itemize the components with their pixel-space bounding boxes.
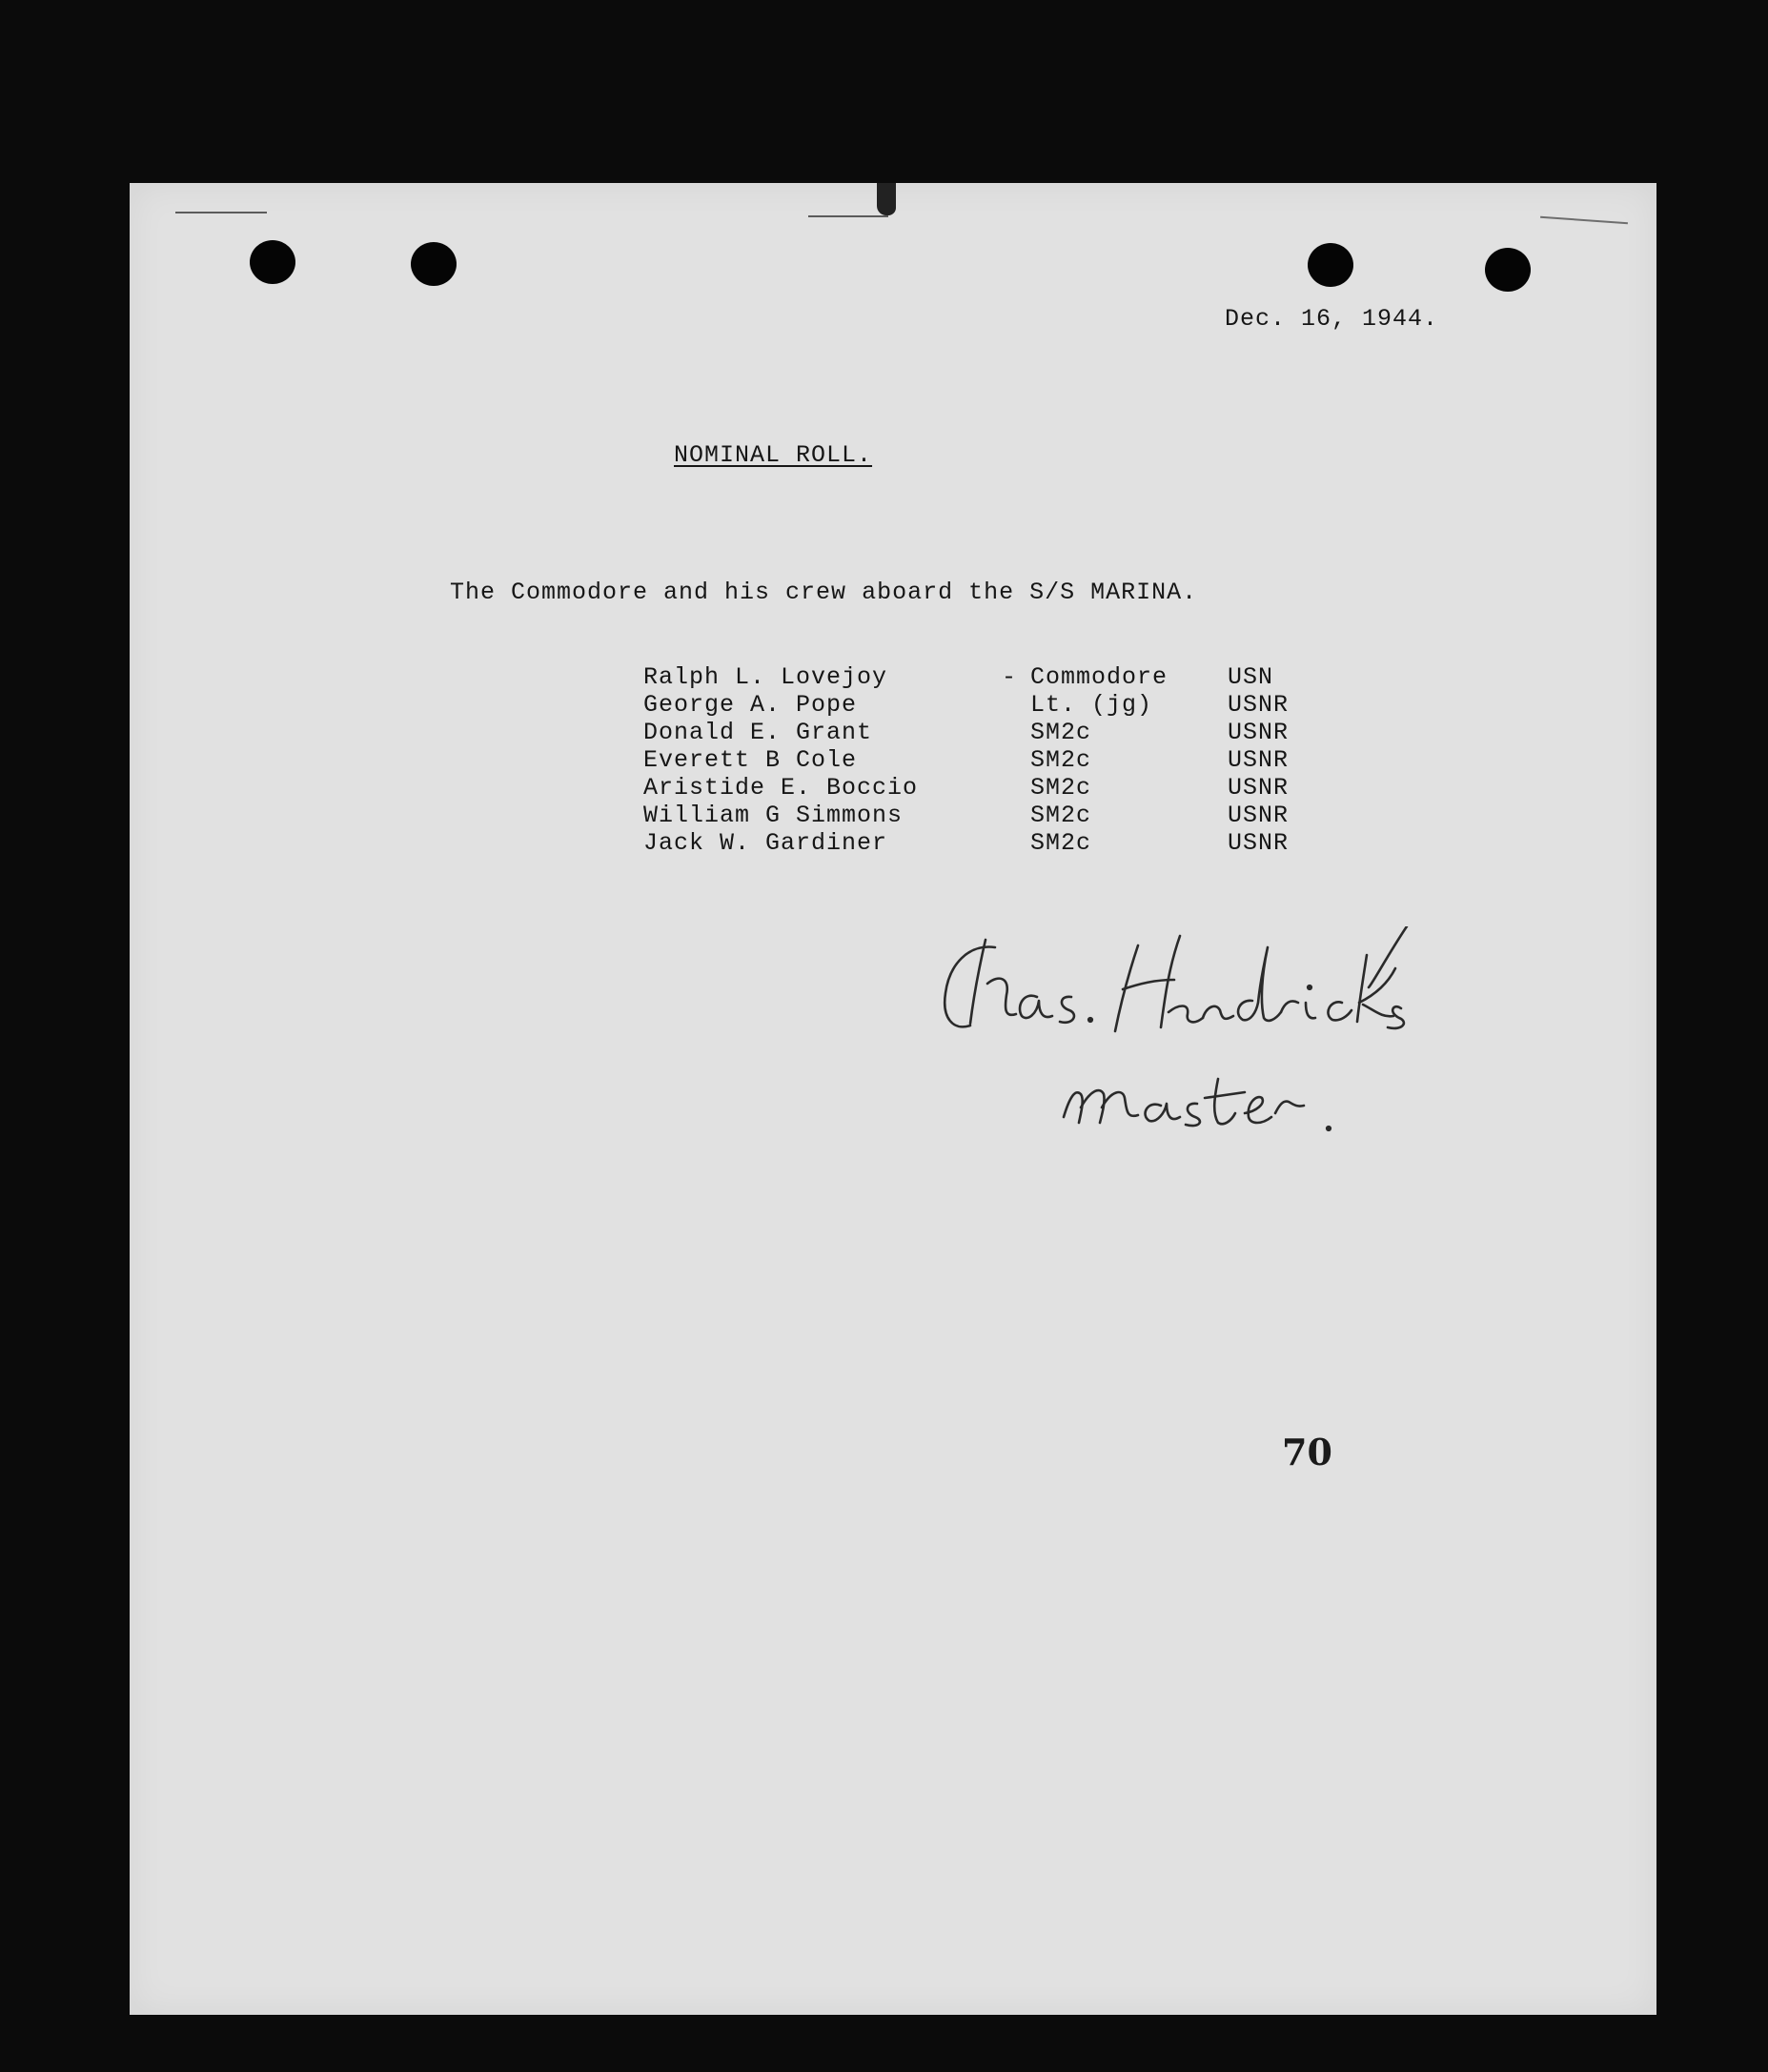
crew-dash: - [1002,663,1018,691]
crew-rank: SM2c [1030,746,1092,774]
page-title: NOMINAL ROLL. [674,441,873,469]
crew-service: USN [1228,663,1274,691]
list-item [643,802,1311,829]
crew-rank: Commodore [1030,663,1169,691]
page-number: 70 [1282,1431,1332,1473]
crew-service: USNR [1228,746,1290,774]
handwritten-signature [911,926,1540,1270]
document-page [130,183,1656,2015]
crew-name: Everett B Cole [643,746,858,774]
crew-rank: SM2c [1030,829,1092,857]
crew-service: USNR [1228,691,1290,719]
list-item [643,663,1311,691]
punch-hole-icon [1485,248,1531,292]
punch-hole-icon [250,240,295,284]
crew-rank: SM2c [1030,802,1092,829]
list-item [643,746,1311,774]
crew-rank: Lt. (jg) [1030,691,1153,719]
crew-name: George A. Pope [643,691,858,719]
crew-rank: SM2c [1030,719,1092,746]
scratch-mark-icon [1540,216,1628,224]
crew-service: USNR [1228,719,1290,746]
scratch-mark-icon [808,215,888,217]
crew-service: USNR [1228,829,1290,857]
letter-date: Dec. 16, 1944. [1225,305,1439,333]
list-item [643,829,1311,857]
crew-service: USNR [1228,774,1290,802]
crew-name: Aristide E. Boccio [643,774,919,802]
punch-hole-icon [1308,243,1353,287]
punch-hole-icon [411,242,457,286]
crew-name: William G Simmons [643,802,904,829]
crew-name: Jack W. Gardiner [643,829,888,857]
crew-name: Ralph L. Lovejoy [643,663,888,691]
intro-text: The Commodore and his crew aboard the S/S MARINA. [450,579,1198,606]
list-item [643,774,1311,802]
crew-rank: SM2c [1030,774,1092,802]
ink-blot-icon [877,183,896,215]
list-item [643,691,1311,719]
scratch-mark-icon [175,212,267,213]
list-item [643,719,1311,746]
crew-service: USNR [1228,802,1290,829]
crew-name: Donald E. Grant [643,719,873,746]
